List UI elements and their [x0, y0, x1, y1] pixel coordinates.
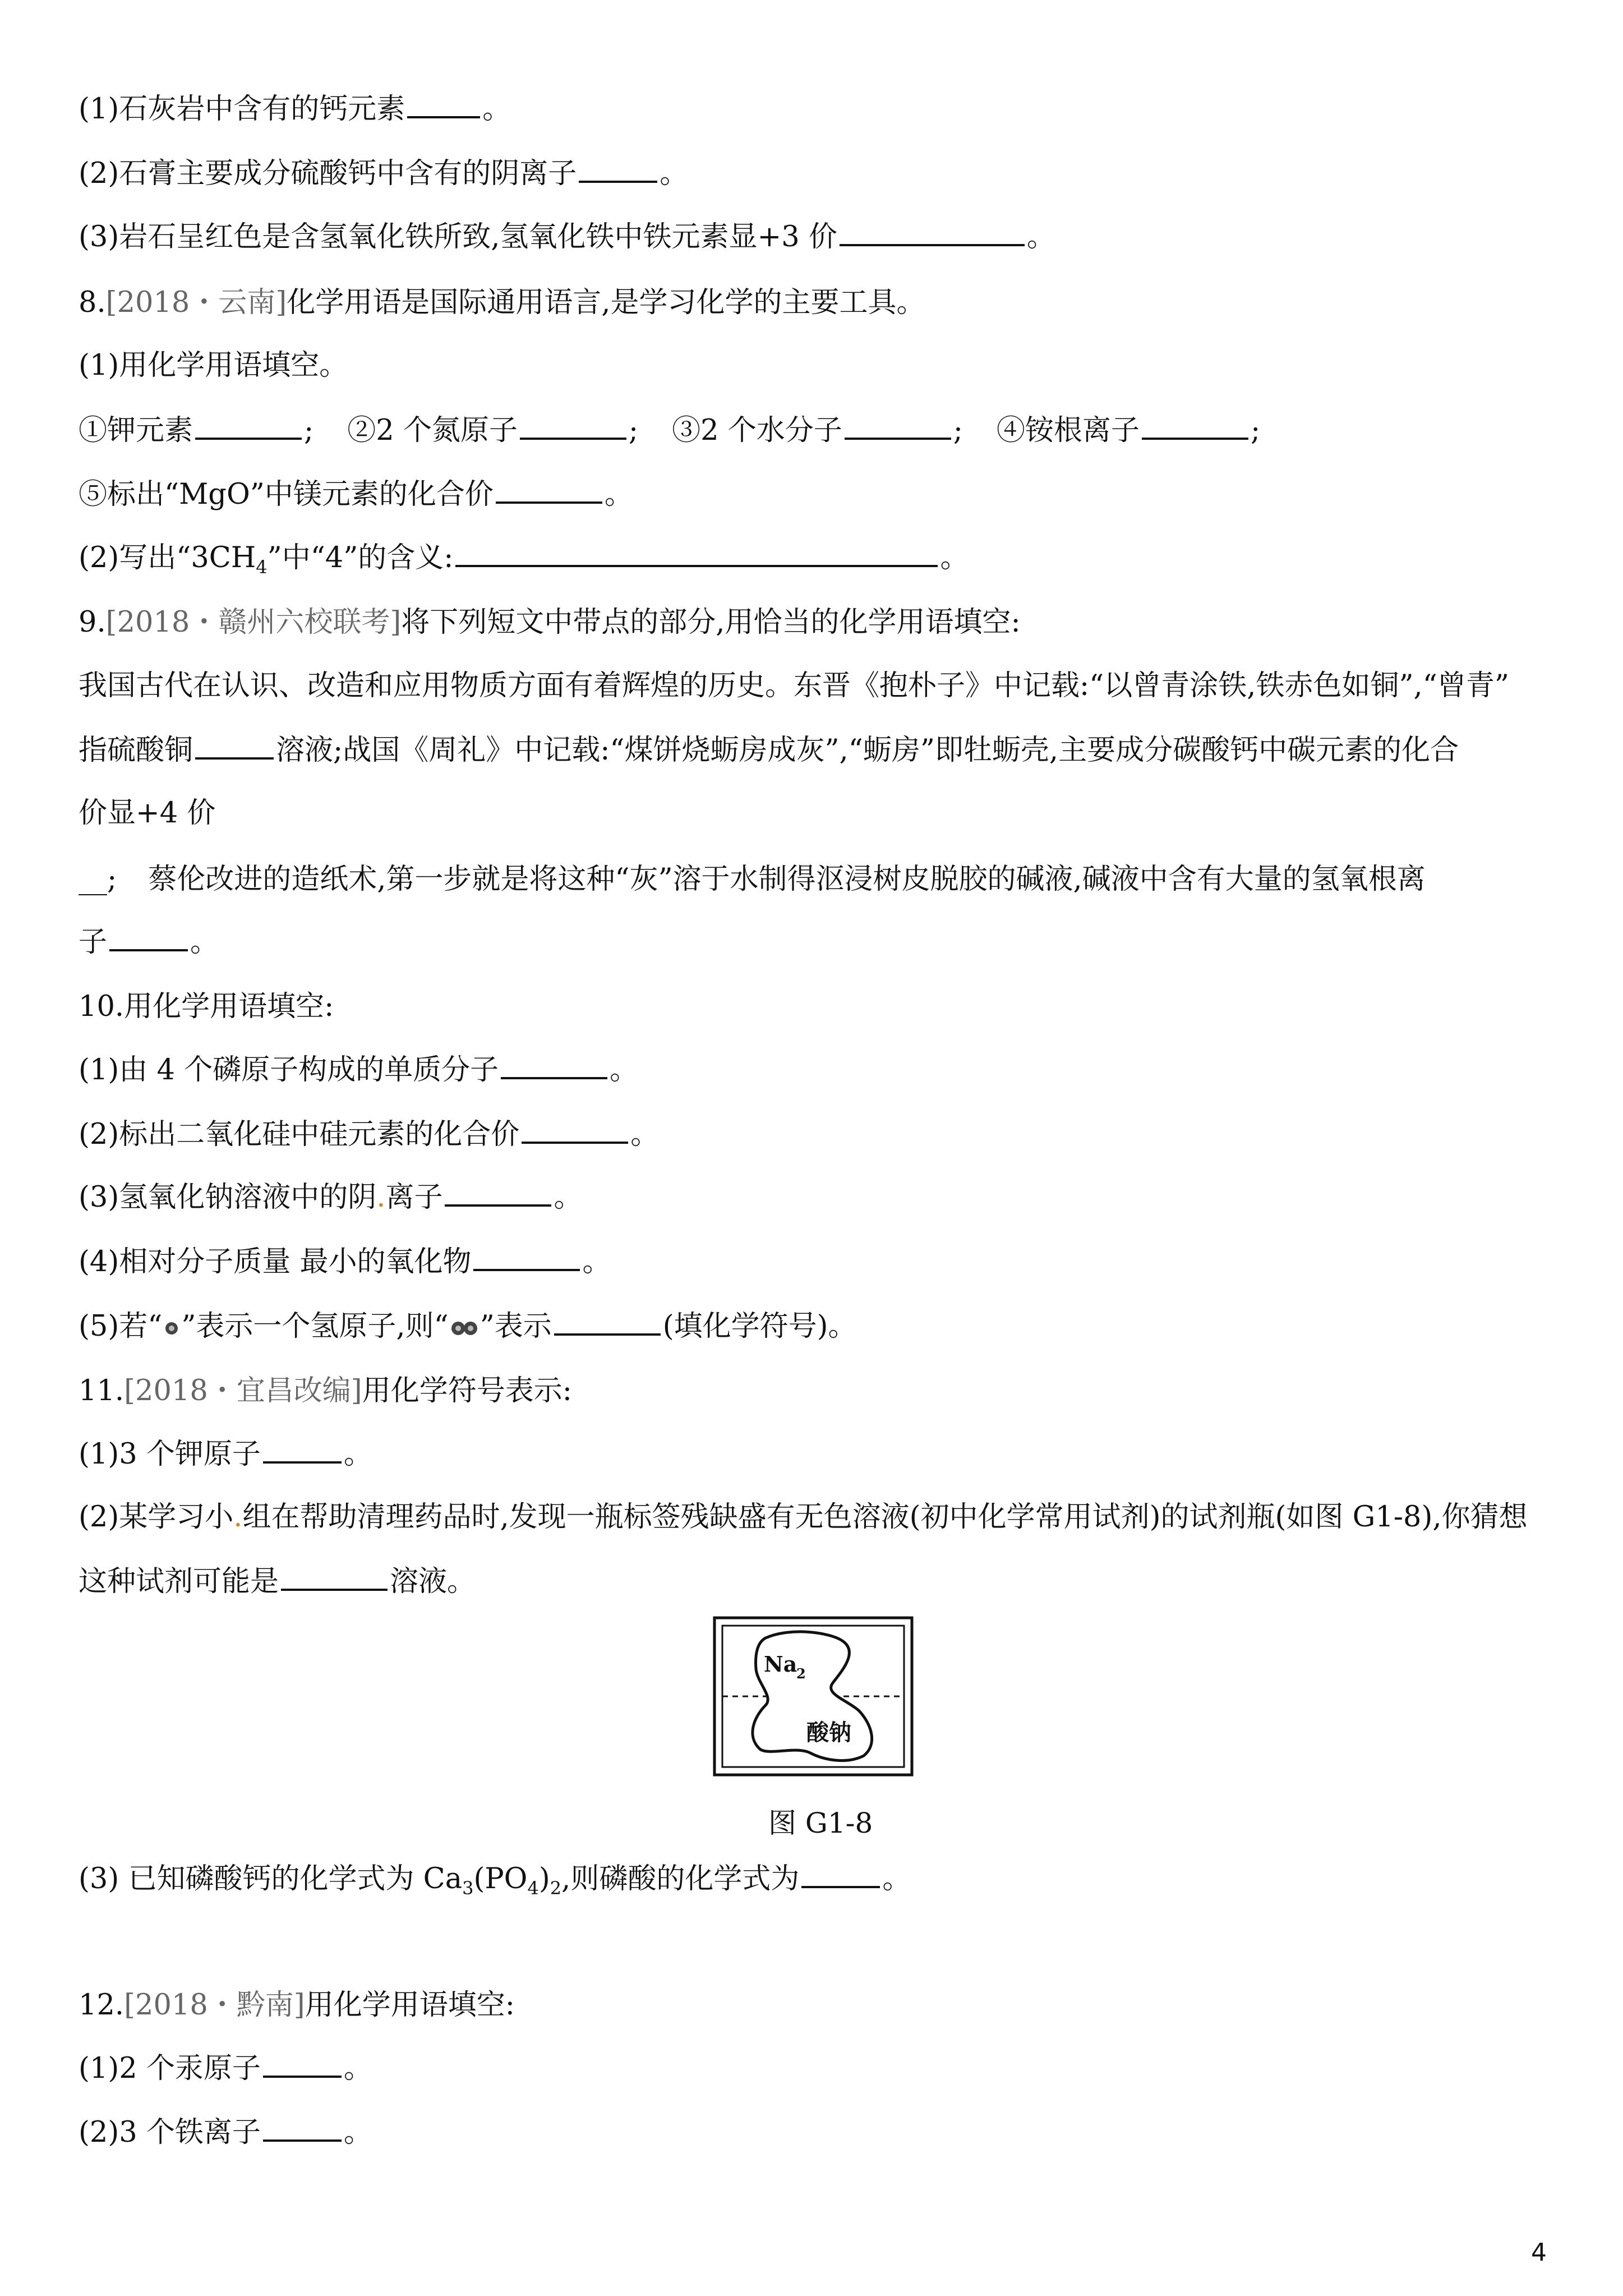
answer-blank[interactable]: [109, 923, 188, 951]
answer-blank[interactable]: [263, 2114, 342, 2142]
q11-item-2-cont: 这种试剂可能是 溶液。: [79, 1559, 1544, 1604]
page-number: 4: [1531, 2238, 1547, 2267]
q11-item-2: (2)某学习小.组在帮助清理药品时,发现一瓶标签残缺盛有无色溶液(初中化学常用试剂)的试剂瓶(如图 G1-8),你猜想: [79, 1501, 1528, 1534]
answer-blank[interactable]: [473, 1243, 580, 1271]
q7-item-1: (1)石灰岩中含有的钙元素 。: [79, 87, 1544, 132]
answer-blank[interactable]: [263, 1435, 342, 1464]
q11-header: 11.[2018・宜昌改编]用化学符号表示:: [79, 1374, 572, 1407]
q7-item-3: (3)岩石呈红色是含氢氧化铁所致,氢氧化铁中铁元素显+3 价 。: [79, 215, 1544, 260]
answer-blank[interactable]: [281, 1563, 388, 1591]
q8-part-1: (1)用化学用语填空。: [79, 349, 348, 382]
question-source: [2018・黔南]: [124, 1989, 305, 2022]
answer-blank[interactable]: [845, 412, 951, 440]
q9-paragraph-line: 我国古代在认识、改造和应用物质方面有着辉煌的历史。东晋《抱朴子》中记载:“以曾青涂铁,铁赤色如铜”,“曾青”: [79, 669, 1509, 702]
q10-header: 10.用化学用语填空:: [79, 990, 334, 1023]
figure-text-sub: 2: [796, 1665, 806, 1682]
q12-item-2: (2)3 个铁离子 。: [79, 2110, 1544, 2155]
answer-blank[interactable]: [195, 731, 274, 760]
answer-blank[interactable]: [496, 476, 602, 504]
q12-header: 12.[2018・黔南]用化学用语填空:: [79, 1989, 515, 2022]
figure-caption: 图 G1-8: [768, 1807, 873, 1839]
answer-blank[interactable]: [455, 539, 938, 567]
q11-item-1: (1)3 个钾原子 。: [79, 1432, 1544, 1477]
q8-part-2: (2)写出“$3CH_4$”中“4”的含义: 。: [79, 536, 1544, 590]
emphasis-dot: .: [233, 1501, 243, 1534]
figure-text-na: Na: [764, 1651, 797, 1677]
q10-item-5: (5)若“ ”表示一个氢原子,则“ ”表示 (填化学符号)。: [79, 1304, 1544, 1349]
q9-paragraph-line: __; 蔡伦改进的造纸术,第一步就是将这种“灰”溶于水制得沤浸树皮脱胶的碱液,碱液中含有大量的氢氧根离: [79, 863, 1426, 896]
q8-item-5: ⑤标出“MgO”中镁元素的化合价 。: [79, 472, 1544, 517]
answer-blank[interactable]: [263, 2050, 342, 2078]
q10-item-4: (4)相对分子质量 最小的氧化物 。: [79, 1240, 1544, 1285]
q8-header: 8.[2018・云南]化学用语是国际通用语言,是学习化学的主要工具。: [79, 286, 925, 319]
q9-paragraph-line: 指硫酸铜 溶液;战国《周礼》中记载:“煤饼烧蛎房成灰”,“蛎房”即牡蛎壳,主要成分碳酸钙中碳元素的化合: [79, 728, 1544, 773]
emphasis-dot: .: [376, 1181, 386, 1214]
answer-blank[interactable]: [501, 1051, 607, 1079]
answer-blank[interactable]: [840, 218, 1025, 246]
question-source: [2018・云南]: [105, 286, 287, 319]
question-source: [2018・宜昌改编]: [124, 1374, 362, 1407]
answer-blank[interactable]: [801, 1860, 880, 1888]
hydrogen-molecule-icon: [449, 1319, 480, 1338]
q9-paragraph-line: 价显+4 价: [79, 797, 216, 830]
q9-header: 9.[2018・赣州六校联考]将下列短文中带点的部分,用恰当的化学用语填空:: [79, 606, 1021, 639]
answer-blank[interactable]: [407, 90, 480, 118]
q10-item-2: (2)标出二氧化硅中硅元素的化合价 。: [79, 1112, 1544, 1157]
q10-item-1: (1)由 4 个磷原子构成的单质分子 。: [79, 1048, 1544, 1093]
q8-fill-row: ①钾元素 ; ②2 个氮原子 ; ③2 个水分子 ; ④铵根离子 ;: [79, 408, 1544, 453]
question-source: [2018・赣州六校联考]: [105, 606, 402, 639]
answer-blank[interactable]: [1142, 412, 1248, 440]
q11-item-3: (3) 已知磷酸钙的化学式为 $Ca_3(PO_4)_2$,则磷酸的化学式为 。: [79, 1857, 1544, 1911]
reagent-label-figure: [712, 1616, 914, 1777]
q9-paragraph-line: 子 。: [79, 920, 1544, 965]
q7-item-2: (2)石膏主要成分硫酸钙中含有的阴离子 。: [79, 151, 1544, 196]
answer-blank[interactable]: [554, 1308, 661, 1336]
answer-blank[interactable]: [195, 412, 302, 440]
q12-item-1: (1)2 个汞原子 。: [79, 2046, 1544, 2091]
figure-text-acid: 酸钠: [806, 1719, 851, 1746]
answer-blank[interactable]: [520, 412, 626, 440]
answer-blank[interactable]: [522, 1116, 628, 1144]
hydrogen-atom-icon: [162, 1319, 181, 1338]
answer-blank[interactable]: [579, 155, 657, 183]
answer-blank[interactable]: [445, 1179, 551, 1207]
q10-item-3: (3)氢氧化钠溶液中的阴.离子 。: [79, 1175, 1544, 1220]
